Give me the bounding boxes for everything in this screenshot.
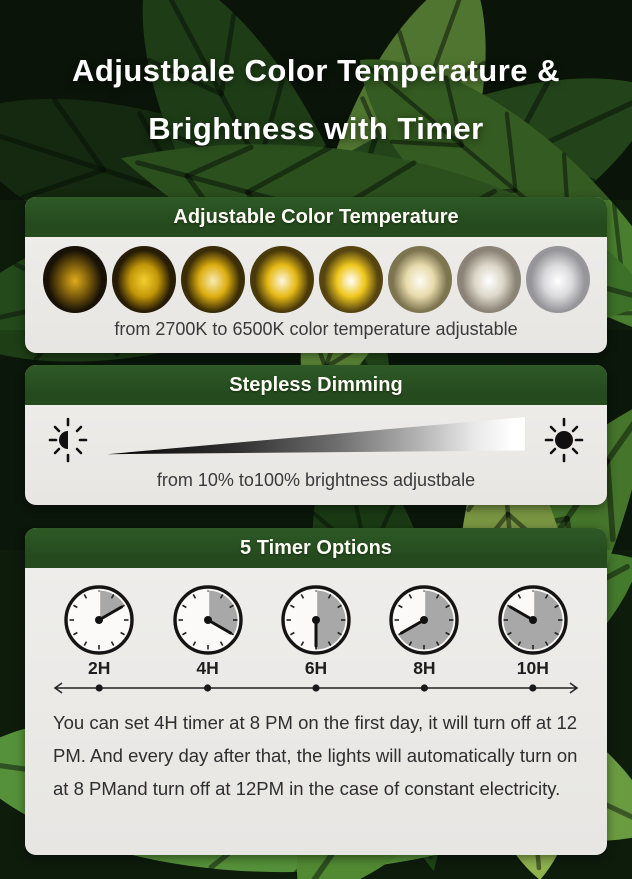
timer-clock-10h	[479, 583, 587, 657]
bulb-glow	[112, 246, 176, 313]
timeline-label: 2H	[88, 659, 111, 678]
title-line-1: Adjustbale Color Temperature &	[71, 53, 561, 88]
bulb-glow	[43, 246, 107, 313]
title-line-2: Brightness with Timer	[148, 111, 484, 146]
timer-panel	[25, 528, 607, 855]
bulb-glow	[250, 246, 314, 313]
timer-timeline	[45, 659, 587, 699]
color-temperature-header: Adjustable Color Temperature	[25, 197, 607, 237]
timer-clock-4h	[153, 583, 261, 657]
timeline-label: 6H	[304, 659, 328, 678]
dimming-header: Stepless Dimming	[25, 365, 607, 405]
color-temperature-panel	[25, 197, 607, 353]
timer-clock-icon	[171, 583, 245, 657]
bright-sun-icon	[541, 414, 587, 466]
timer-clock-icon	[387, 583, 461, 657]
timeline-label: 4H	[196, 659, 219, 678]
color-temperature-bulbs	[25, 239, 607, 319]
timer-clock-icon	[62, 583, 136, 657]
timer-clock-6h	[262, 583, 370, 657]
dimming-panel	[25, 365, 607, 505]
timer-clock-8h	[370, 583, 478, 657]
dimming-caption: from 10% to100% brightness adjustbale	[156, 470, 476, 490]
page-title	[0, 42, 632, 158]
bulb-glow	[319, 246, 383, 313]
dim-sun-icon	[45, 414, 91, 466]
color-temperature-caption: from 2700K to 6500K color temperature adjustable	[114, 319, 518, 339]
bulb-glow	[181, 246, 245, 313]
timer-header: 5 Timer Options	[25, 528, 607, 568]
timer-description: You can set 4H timer at 8 PM on the first day, it will turn off at 12 PM. And every day after that, the lights will automatically turn on at 8 PMand turn off at 12PM in the case of constant electricity.	[53, 712, 578, 799]
timeline-label: 10H	[516, 659, 549, 678]
timeline-label: 8H	[413, 659, 436, 678]
dimming-scale	[25, 409, 607, 470]
timer-clock-icon	[496, 583, 570, 657]
timer-clock-icon	[279, 583, 353, 657]
timer-clocks	[25, 583, 607, 657]
brightness-gradient-wedge	[107, 417, 525, 463]
bulb-glow	[526, 246, 590, 313]
bulb-glow	[457, 246, 521, 313]
bulb-glow	[388, 246, 452, 313]
timer-timeline-axis	[45, 659, 587, 699]
timer-clock-2h	[45, 583, 153, 657]
